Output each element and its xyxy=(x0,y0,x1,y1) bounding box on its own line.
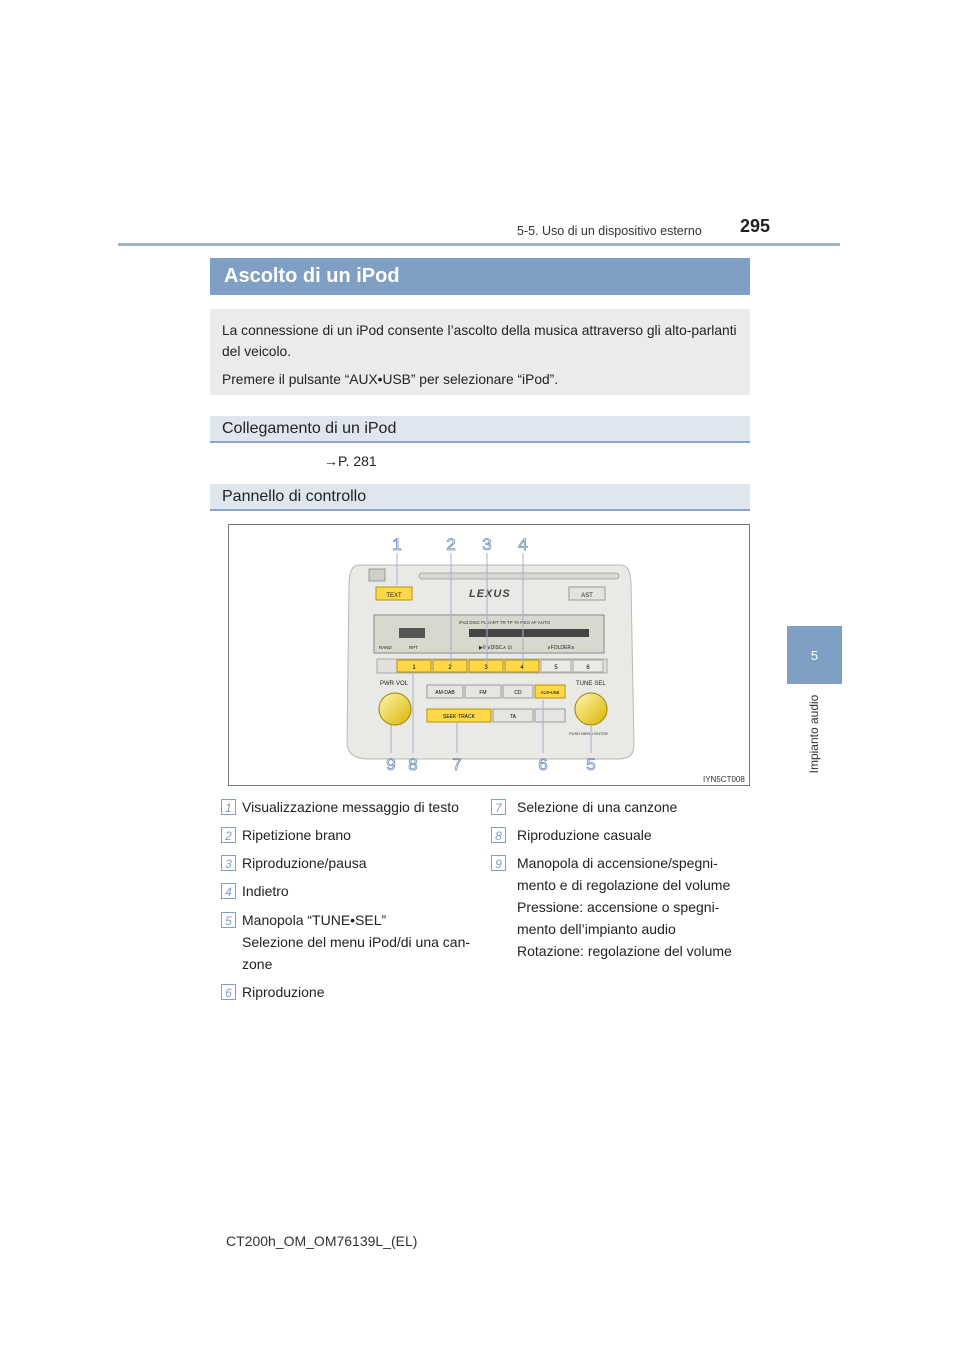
legend-number: 2 xyxy=(221,827,236,843)
pwr-vol-label: PWR·VOL xyxy=(380,681,409,687)
legend-text: Riproduzione casuale xyxy=(517,827,652,843)
brand-logo: LEXUS xyxy=(469,588,511,600)
legend-text: mento dell’impianto audio xyxy=(517,921,676,937)
preset-6-label: 6 xyxy=(586,665,590,671)
legend-text: Ripetizione brano xyxy=(242,827,351,843)
page-title: Ascolto di un iPod xyxy=(210,258,750,295)
preset-2-label: 2 xyxy=(448,665,452,671)
legend-text: Selezione del menu iPod/di una can- xyxy=(242,934,471,950)
intro-line-2: Premere il pulsante “AUX•USB” per selezionare “iPod”. xyxy=(222,372,559,387)
ta-label: TA xyxy=(509,714,517,720)
legend-number: 8 xyxy=(491,827,506,843)
callout-4: 4 xyxy=(518,535,528,554)
af-button xyxy=(535,709,565,722)
callout-3: 3 xyxy=(482,535,492,554)
legend-text: mento e di regolazione del volume xyxy=(517,877,731,893)
display-disc: ▶II ∨DISC∧ ⊡ xyxy=(479,645,512,651)
legend-number: 7 xyxy=(491,799,506,815)
legend-text: Manopola “TUNE•SEL” xyxy=(242,912,387,928)
legend-text: Manopola di accensione/spegni- xyxy=(517,855,718,871)
audio-panel-illustration xyxy=(229,525,749,785)
callout-6: 6 xyxy=(538,755,548,774)
callout-8: 8 xyxy=(408,755,418,774)
intro-box xyxy=(210,309,750,395)
chapter-label xyxy=(790,688,838,780)
callout-9: 9 xyxy=(386,755,396,774)
callout-1: 1 xyxy=(392,535,402,554)
legend-text: Visualizzazione messaggio di testo xyxy=(242,799,459,815)
page-number: 295 xyxy=(740,216,771,236)
preset-4-label: 4 xyxy=(520,665,524,671)
legend-text: Riproduzione/pausa xyxy=(242,855,367,871)
chapter-title: Impianto audio xyxy=(807,694,821,774)
page-reference-link[interactable]: →P. 281 xyxy=(324,453,377,469)
tune-sel-label: TUNE·SEL xyxy=(576,681,606,687)
callout-5: 5 xyxy=(586,755,596,774)
figure-code: IYN5CT008 xyxy=(703,775,745,784)
display-rpt: RPT xyxy=(409,645,418,650)
eject-button xyxy=(369,569,385,581)
legend-number: 6 xyxy=(221,984,236,1000)
legend-text: Rotazione: regolazione del volume xyxy=(517,943,732,959)
legend-text: Riproduzione xyxy=(242,984,325,1000)
pwr-vol-knob xyxy=(379,693,411,725)
section-heading-connect: Collegamento di un iPod xyxy=(210,416,750,443)
preset-5-label: 5 xyxy=(554,665,558,671)
legend-text: zone xyxy=(242,956,273,972)
legend-text: Selezione di una canzone xyxy=(517,799,678,815)
tune-sel-knob xyxy=(575,693,607,725)
control-panel-figure xyxy=(228,524,750,786)
legend-text: Indietro xyxy=(242,883,289,899)
push-menu-label: PUSH MENU·ENTER xyxy=(569,731,608,736)
intro-line-1: La connessione di un iPod consente l’ascolto della musica attraverso gli alto-parlanti del veicolo. xyxy=(222,323,737,359)
section-path: 5-5. Uso di un dispositivo esterno xyxy=(517,224,702,238)
preset-1-label: 1 xyxy=(412,665,416,671)
cd-label: CD xyxy=(514,690,522,696)
legend-number: 4 xyxy=(221,883,236,899)
document-code: CT200h_OM_OM76139L_(EL) xyxy=(226,1233,418,1249)
callout-2: 2 xyxy=(446,535,456,554)
legend-text: Pressione: accensione o spegni- xyxy=(517,899,720,915)
disc-slot xyxy=(419,573,619,579)
callout-7: 7 xyxy=(452,755,462,774)
display-digits xyxy=(399,628,425,638)
legend-number: 3 xyxy=(221,855,236,871)
aux-usb-label: AUX•USB xyxy=(540,690,560,695)
fm-label: FM xyxy=(479,690,487,696)
display-folder: ∨FOLDER∧ xyxy=(547,645,575,651)
legend-number: 1 xyxy=(221,799,236,815)
seek-track-label: SEEK·TRACK xyxy=(443,714,475,720)
header-rule xyxy=(118,243,840,246)
chapter-tab[interactable]: 5 xyxy=(787,626,842,684)
preset-3-label: 3 xyxy=(484,665,488,671)
am-dab-label: AM·DAB xyxy=(435,690,455,696)
legend-number: 5 xyxy=(221,912,236,928)
display-top-labels: iPod DISC FLDART TR TP TA REG AF AUTO xyxy=(459,620,551,625)
text-button-label: TEXT xyxy=(386,593,402,599)
section-heading-panel: Pannello di controllo xyxy=(210,484,750,511)
legend-number: 9 xyxy=(491,855,506,871)
ast-button-label: AST xyxy=(581,593,593,599)
display-rand: RAND xyxy=(379,645,392,650)
